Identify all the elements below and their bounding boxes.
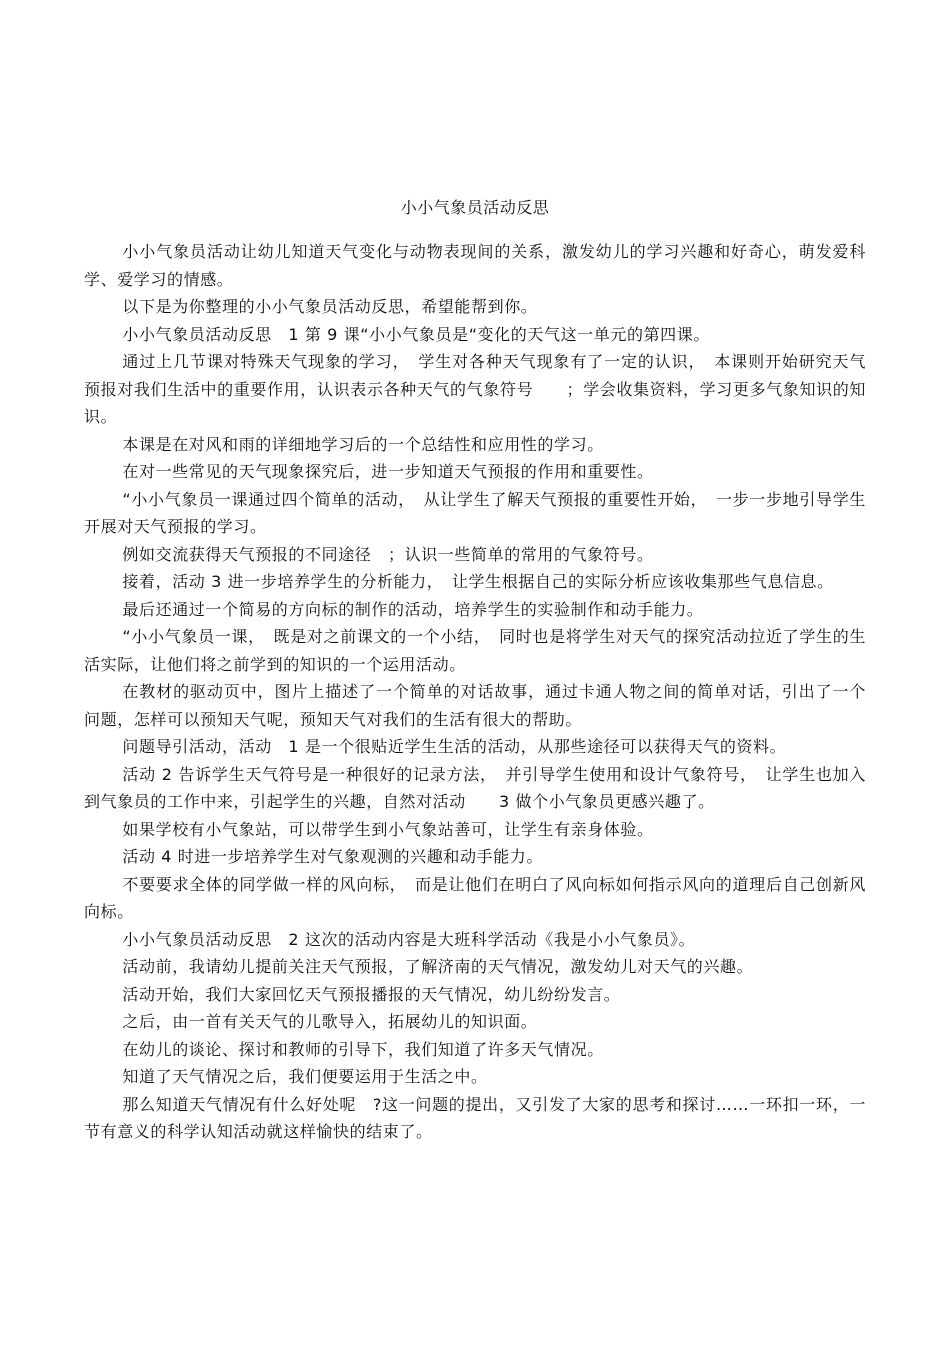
paragraph: 最后还通过一个简易的方向标的制作的活动，培养学生的实验制作和动手能力。: [122, 599, 704, 619]
paragraph: 例如交流获得天气预报的不同途径 ；认识一些简单的常用的气象符号。: [122, 544, 654, 564]
paragraph: 如果学校有小气象站，可以带学生到小气象站善可，让学生有亲身体验。: [122, 819, 654, 839]
paragraph: 知道了天气情况之后，我们便要运用于生活之中。: [122, 1067, 488, 1086]
paragraph: 通过上几节课对特殊天气现象的学习， 学生对各种天气现象有了一定的认识， 本课则开始研究天气预报对我们生活中的重要作用，认识表示各种天气的气象符号 ；学会收集资料，学习更多气象知识的知识。: [84, 352, 866, 426]
paragraph: 以下是为你整理的小小气象员活动反思，希望能帮到你。: [122, 297, 538, 316]
paragraph: 活动前，我请幼儿提前关注天气预报，了解济南的天气情况，激发幼儿对天气的兴趣。: [122, 957, 754, 976]
paragraph: 不要要求全体的同学做一样的风向标， 而是让他们在明白了风向标如何指示风向的道理后自己创新风向标。: [84, 874, 866, 921]
document-title: 小小气象员活动反思: [400, 198, 550, 217]
paragraph: 活动 2 告诉学生天气符号是一种很好的记录方法， 并引导学生使用和设计气象符号， 让学生也加入到气象员的工作中来，引起学生的兴趣，自然对活动 3 做个小气象员更感兴趣了。: [84, 764, 866, 811]
paragraph: “小小气象员一课通过四个简单的活动， 从让学生了解天气预报的重要性开始， 一步一步地引导学生开展对天气预报的学习。: [84, 489, 866, 536]
paragraph: 小小气象员活动反思 1 第 9 课“小小气象员是“变化的天气这一单元的第四课。: [122, 324, 710, 344]
paragraph: 在对一些常见的天气现象探究后，进一步知道天气预报的作用和重要性。: [122, 462, 654, 481]
paragraph: 接着，活动 3 进一步培养学生的分析能力， 让学生根据自己的实际分析应该收集那些气息信息。: [122, 572, 834, 591]
document-body: [84, 238, 866, 1146]
paragraph: “小小气象员一课， 既是对之前课文的一个小结， 同时也是将学生对天气的探究活动拉近了学生的生活实际，让他们将之前学到的知识的一个运用活动。: [84, 627, 866, 674]
paragraph: 在幼儿的谈论、探讨和教师的引导下，我们知道了许多天气情况。: [122, 1039, 604, 1059]
paragraph: 在教材的驱动页中，图片上描述了一个简单的对话故事，通过卡通人物之间的简单对话，引出了一个问题，怎样可以预知天气呢，预知天气对我们的生活有很大的帮助。: [84, 682, 866, 729]
paragraph: 活动 4 时进一步培养学生对气象观测的兴趣和动手能力。: [122, 847, 543, 866]
paragraph: 本课是在对风和雨的详细地学习后的一个总结性和应用性的学习。: [122, 434, 604, 454]
paragraph: 那么知道天气情况有什么好处呢 ?这一问题的提出，又引发了大家的思考和探讨……一环扣一环，一节有意义的科学认知活动就这样愉快的结束了。: [84, 1094, 866, 1141]
paragraph: 小小气象员活动让幼儿知道天气变化与动物表现间的关系，激发幼儿的学习兴趣和好奇心，萌发爱科学、爱学习的情感。: [84, 242, 866, 289]
paragraph: 小小气象员活动反思 2 这次的活动内容是大班科学活动《我是小小气象员》。: [122, 929, 696, 949]
paragraph: 问题导引活动，活动 1 是一个很贴近学生生活的活动，从那些途径可以获得天气的资料。: [122, 737, 787, 756]
paragraph: 之后，由一首有关天气的儿歌导入，拓展幼儿的知识面。: [122, 1012, 538, 1031]
paragraph: 活动开始，我们大家回忆天气预报播报的天气情况，幼儿纷纷发言。: [122, 984, 621, 1004]
